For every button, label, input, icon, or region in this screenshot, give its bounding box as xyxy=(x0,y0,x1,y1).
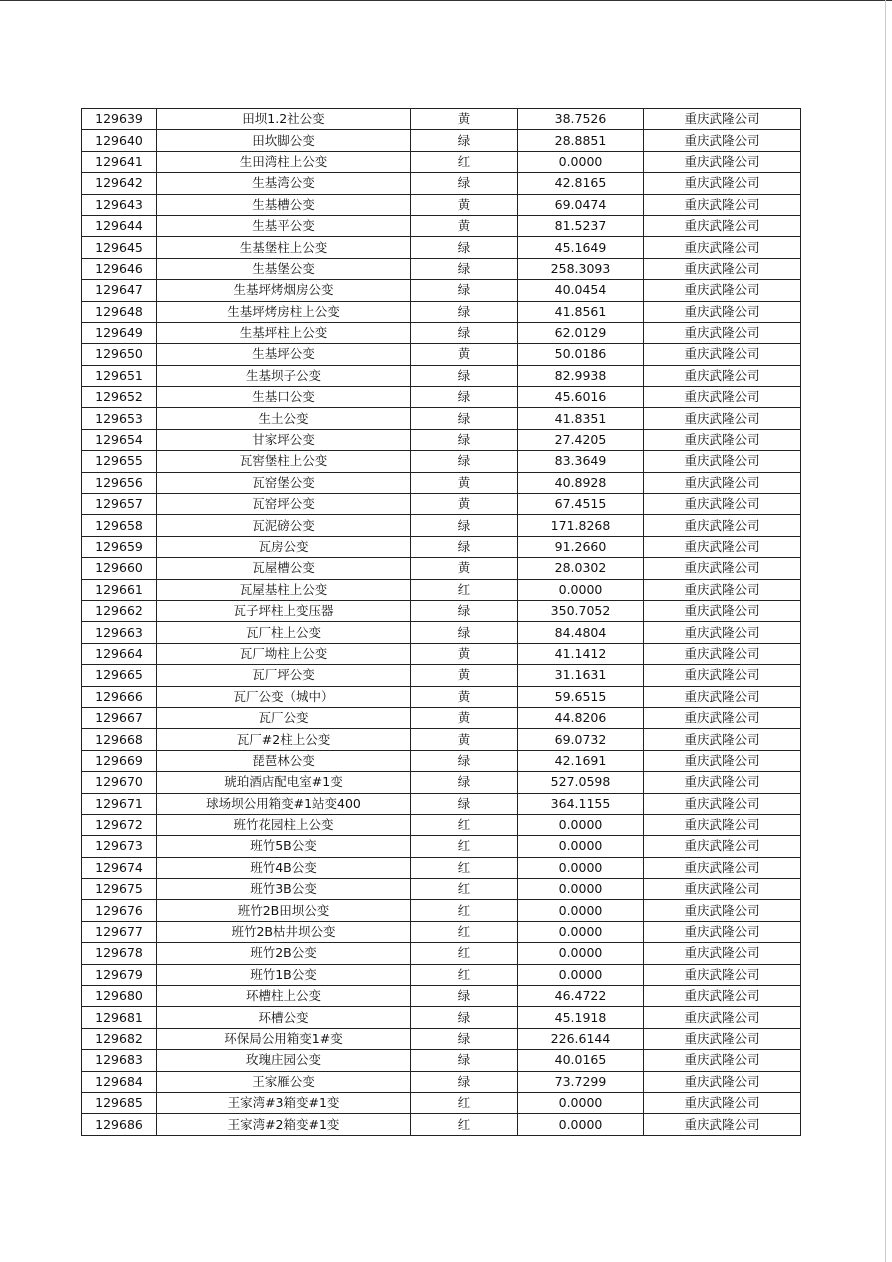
cell-company: 重庆武隆公司 xyxy=(644,536,801,557)
cell-company: 重庆武隆公司 xyxy=(644,600,801,621)
cell-id: 129682 xyxy=(82,1028,157,1049)
cell-id: 129677 xyxy=(82,921,157,942)
cell-id: 129676 xyxy=(82,900,157,921)
cell-name: 生基平公变 xyxy=(157,215,411,236)
cell-name: 瓦窖堡柱上公变 xyxy=(157,451,411,472)
cell-status: 绿 xyxy=(411,1007,518,1028)
table-row xyxy=(82,494,801,515)
cell-status: 黄 xyxy=(411,215,518,236)
cell-company: 重庆武隆公司 xyxy=(644,793,801,814)
cell-company: 重庆武隆公司 xyxy=(644,729,801,750)
cell-name: 生基坪烤烟房公变 xyxy=(157,280,411,301)
cell-value: 62.0129 xyxy=(518,322,644,343)
table-row xyxy=(82,622,801,643)
cell-id: 129642 xyxy=(82,173,157,194)
cell-value: 350.7052 xyxy=(518,600,644,621)
cell-name: 王家雁公变 xyxy=(157,1071,411,1092)
cell-company: 重庆武隆公司 xyxy=(644,408,801,429)
cell-name: 甘家坪公变 xyxy=(157,429,411,450)
cell-id: 129680 xyxy=(82,986,157,1007)
cell-company: 重庆武隆公司 xyxy=(644,836,801,857)
table-row xyxy=(82,387,801,408)
cell-company: 重庆武隆公司 xyxy=(644,750,801,771)
cell-value: 44.8206 xyxy=(518,707,644,728)
cell-name: 瓦厂公变 xyxy=(157,707,411,728)
table-row xyxy=(82,900,801,921)
cell-company: 重庆武隆公司 xyxy=(644,772,801,793)
cell-status: 黄 xyxy=(411,686,518,707)
cell-company: 重庆武隆公司 xyxy=(644,579,801,600)
cell-name: 生基槽公变 xyxy=(157,194,411,215)
cell-value: 91.2660 xyxy=(518,536,644,557)
cell-value: 42.8165 xyxy=(518,173,644,194)
cell-value: 0.0000 xyxy=(518,814,644,835)
cell-company: 重庆武隆公司 xyxy=(644,515,801,536)
table-row xyxy=(82,665,801,686)
table-row xyxy=(82,344,801,365)
cell-id: 129656 xyxy=(82,472,157,493)
cell-value: 0.0000 xyxy=(518,579,644,600)
cell-id: 129657 xyxy=(82,494,157,515)
cell-name: 生基坪公变 xyxy=(157,344,411,365)
cell-company: 重庆武隆公司 xyxy=(644,429,801,450)
cell-id: 129651 xyxy=(82,365,157,386)
cell-id: 129661 xyxy=(82,579,157,600)
cell-value: 67.4515 xyxy=(518,494,644,515)
cell-status: 红 xyxy=(411,814,518,835)
page-right-edge xyxy=(885,0,886,1262)
cell-company: 重庆武隆公司 xyxy=(644,665,801,686)
cell-company: 重庆武隆公司 xyxy=(644,921,801,942)
cell-id: 129675 xyxy=(82,879,157,900)
table-row xyxy=(82,215,801,236)
cell-id: 129649 xyxy=(82,322,157,343)
table-row xyxy=(82,151,801,172)
cell-status: 绿 xyxy=(411,237,518,258)
cell-value: 84.4804 xyxy=(518,622,644,643)
cell-id: 129640 xyxy=(82,130,157,151)
table-row xyxy=(82,301,801,322)
table-row xyxy=(82,429,801,450)
cell-value: 45.1918 xyxy=(518,1007,644,1028)
cell-name: 生基堡公变 xyxy=(157,258,411,279)
cell-id: 129648 xyxy=(82,301,157,322)
cell-name: 班竹花园柱上公变 xyxy=(157,814,411,835)
cell-value: 45.1649 xyxy=(518,237,644,258)
cell-company: 重庆武隆公司 xyxy=(644,986,801,1007)
cell-name: 生田湾柱上公变 xyxy=(157,151,411,172)
cell-status: 红 xyxy=(411,857,518,878)
cell-id: 129650 xyxy=(82,344,157,365)
cell-company: 重庆武隆公司 xyxy=(644,365,801,386)
cell-company: 重庆武隆公司 xyxy=(644,1028,801,1049)
table-row xyxy=(82,365,801,386)
cell-value: 38.7526 xyxy=(518,109,644,130)
cell-name: 生土公变 xyxy=(157,408,411,429)
cell-name: 王家湾#2箱变#1变 xyxy=(157,1114,411,1135)
cell-status: 黄 xyxy=(411,194,518,215)
table-row xyxy=(82,536,801,557)
cell-status: 红 xyxy=(411,964,518,985)
table-row xyxy=(82,1050,801,1071)
cell-status: 黄 xyxy=(411,707,518,728)
cell-id: 129667 xyxy=(82,707,157,728)
table-row xyxy=(82,986,801,1007)
cell-name: 瓦厂坪公变 xyxy=(157,665,411,686)
cell-status: 黄 xyxy=(411,472,518,493)
cell-id: 129685 xyxy=(82,1092,157,1113)
cell-id: 129641 xyxy=(82,151,157,172)
cell-id: 129654 xyxy=(82,429,157,450)
cell-value: 226.6144 xyxy=(518,1028,644,1049)
cell-id: 129671 xyxy=(82,793,157,814)
cell-value: 41.8561 xyxy=(518,301,644,322)
table-row xyxy=(82,258,801,279)
cell-value: 73.7299 xyxy=(518,1071,644,1092)
table-row xyxy=(82,943,801,964)
cell-id: 129653 xyxy=(82,408,157,429)
cell-status: 绿 xyxy=(411,322,518,343)
cell-value: 40.0165 xyxy=(518,1050,644,1071)
cell-status: 黄 xyxy=(411,494,518,515)
cell-id: 129686 xyxy=(82,1114,157,1135)
cell-id: 129646 xyxy=(82,258,157,279)
table-row xyxy=(82,1028,801,1049)
cell-id: 129658 xyxy=(82,515,157,536)
cell-status: 红 xyxy=(411,1114,518,1135)
cell-value: 527.0598 xyxy=(518,772,644,793)
cell-name: 生基坝子公变 xyxy=(157,365,411,386)
cell-company: 重庆武隆公司 xyxy=(644,964,801,985)
transformer-table xyxy=(81,108,801,1136)
cell-company: 重庆武隆公司 xyxy=(644,173,801,194)
table-row xyxy=(82,472,801,493)
table-row xyxy=(82,408,801,429)
cell-company: 重庆武隆公司 xyxy=(644,1050,801,1071)
cell-id: 129678 xyxy=(82,943,157,964)
cell-company: 重庆武隆公司 xyxy=(644,280,801,301)
cell-value: 0.0000 xyxy=(518,836,644,857)
cell-status: 红 xyxy=(411,943,518,964)
table-row xyxy=(82,921,801,942)
table-row xyxy=(82,964,801,985)
cell-value: 364.1155 xyxy=(518,793,644,814)
cell-status: 绿 xyxy=(411,173,518,194)
cell-name: 瓦厂坳柱上公变 xyxy=(157,643,411,664)
cell-company: 重庆武隆公司 xyxy=(644,301,801,322)
table-row xyxy=(82,707,801,728)
cell-id: 129669 xyxy=(82,750,157,771)
cell-name: 环槽柱上公变 xyxy=(157,986,411,1007)
cell-company: 重庆武隆公司 xyxy=(644,943,801,964)
cell-status: 绿 xyxy=(411,600,518,621)
cell-id: 129639 xyxy=(82,109,157,130)
cell-status: 绿 xyxy=(411,793,518,814)
cell-company: 重庆武隆公司 xyxy=(644,237,801,258)
cell-status: 红 xyxy=(411,836,518,857)
cell-company: 重庆武隆公司 xyxy=(644,686,801,707)
cell-value: 59.6515 xyxy=(518,686,644,707)
cell-status: 黄 xyxy=(411,558,518,579)
cell-status: 绿 xyxy=(411,750,518,771)
table-row xyxy=(82,1071,801,1092)
cell-company: 重庆武隆公司 xyxy=(644,1007,801,1028)
table-row xyxy=(82,1092,801,1113)
cell-id: 129668 xyxy=(82,729,157,750)
cell-id: 129670 xyxy=(82,772,157,793)
cell-value: 31.1631 xyxy=(518,665,644,686)
cell-value: 0.0000 xyxy=(518,1092,644,1113)
cell-value: 0.0000 xyxy=(518,964,644,985)
cell-value: 82.9938 xyxy=(518,365,644,386)
cell-company: 重庆武隆公司 xyxy=(644,1092,801,1113)
cell-value: 0.0000 xyxy=(518,151,644,172)
cell-status: 绿 xyxy=(411,451,518,472)
cell-company: 重庆武隆公司 xyxy=(644,879,801,900)
cell-company: 重庆武隆公司 xyxy=(644,900,801,921)
cell-value: 40.0454 xyxy=(518,280,644,301)
cell-company: 重庆武隆公司 xyxy=(644,451,801,472)
cell-value: 258.3093 xyxy=(518,258,644,279)
cell-name: 玫瑰庄园公变 xyxy=(157,1050,411,1071)
cell-name: 生基堡柱上公变 xyxy=(157,237,411,258)
table-row xyxy=(82,643,801,664)
cell-name: 瓦屋基柱上公变 xyxy=(157,579,411,600)
cell-name: 班竹5B公变 xyxy=(157,836,411,857)
table-row xyxy=(82,836,801,857)
cell-status: 绿 xyxy=(411,387,518,408)
cell-id: 129683 xyxy=(82,1050,157,1071)
table-row xyxy=(82,793,801,814)
table-row xyxy=(82,600,801,621)
cell-name: 班竹3B公变 xyxy=(157,879,411,900)
cell-status: 红 xyxy=(411,879,518,900)
cell-name: 瓦房公变 xyxy=(157,536,411,557)
cell-name: 生基坪柱上公变 xyxy=(157,322,411,343)
cell-value: 81.5237 xyxy=(518,215,644,236)
cell-name: 球场坝公用箱变#1站变400 xyxy=(157,793,411,814)
table-row xyxy=(82,857,801,878)
cell-value: 69.0474 xyxy=(518,194,644,215)
page-top-border xyxy=(0,0,892,1)
cell-status: 黄 xyxy=(411,665,518,686)
cell-status: 绿 xyxy=(411,1071,518,1092)
table-row xyxy=(82,173,801,194)
cell-value: 42.1691 xyxy=(518,750,644,771)
cell-status: 黄 xyxy=(411,109,518,130)
cell-company: 重庆武隆公司 xyxy=(644,151,801,172)
cell-status: 绿 xyxy=(411,429,518,450)
cell-id: 129681 xyxy=(82,1007,157,1028)
cell-name: 瓦窑坪公变 xyxy=(157,494,411,515)
cell-name: 生基口公变 xyxy=(157,387,411,408)
table-row xyxy=(82,237,801,258)
cell-status: 绿 xyxy=(411,772,518,793)
table-row xyxy=(82,280,801,301)
cell-company: 重庆武隆公司 xyxy=(644,109,801,130)
cell-status: 红 xyxy=(411,151,518,172)
table-row xyxy=(82,1114,801,1135)
table-row xyxy=(82,814,801,835)
cell-value: 0.0000 xyxy=(518,857,644,878)
cell-company: 重庆武隆公司 xyxy=(644,1071,801,1092)
cell-company: 重庆武隆公司 xyxy=(644,558,801,579)
cell-name: 瓦厂#2柱上公变 xyxy=(157,729,411,750)
cell-name: 琥珀酒店配电室#1变 xyxy=(157,772,411,793)
cell-id: 129664 xyxy=(82,643,157,664)
table-row xyxy=(82,729,801,750)
cell-company: 重庆武隆公司 xyxy=(644,322,801,343)
cell-id: 129673 xyxy=(82,836,157,857)
cell-value: 0.0000 xyxy=(518,900,644,921)
cell-value: 0.0000 xyxy=(518,921,644,942)
cell-status: 红 xyxy=(411,900,518,921)
cell-value: 41.1412 xyxy=(518,643,644,664)
cell-status: 绿 xyxy=(411,408,518,429)
cell-name: 瓦泥磅公变 xyxy=(157,515,411,536)
cell-id: 129644 xyxy=(82,215,157,236)
cell-status: 绿 xyxy=(411,130,518,151)
cell-company: 重庆武隆公司 xyxy=(644,622,801,643)
cell-name: 班竹2B公变 xyxy=(157,943,411,964)
cell-status: 绿 xyxy=(411,536,518,557)
cell-name: 瓦厂公变（城中） xyxy=(157,686,411,707)
cell-status: 红 xyxy=(411,579,518,600)
cell-id: 129652 xyxy=(82,387,157,408)
cell-company: 重庆武隆公司 xyxy=(644,344,801,365)
cell-company: 重庆武隆公司 xyxy=(644,494,801,515)
cell-id: 129647 xyxy=(82,280,157,301)
cell-id: 129665 xyxy=(82,665,157,686)
cell-company: 重庆武隆公司 xyxy=(644,814,801,835)
cell-value: 0.0000 xyxy=(518,1114,644,1135)
cell-id: 129643 xyxy=(82,194,157,215)
cell-company: 重庆武隆公司 xyxy=(644,707,801,728)
cell-status: 黄 xyxy=(411,344,518,365)
table-row xyxy=(82,750,801,771)
cell-value: 28.0302 xyxy=(518,558,644,579)
cell-name: 瓦屋槽公变 xyxy=(157,558,411,579)
cell-value: 41.8351 xyxy=(518,408,644,429)
cell-name: 班竹4B公变 xyxy=(157,857,411,878)
cell-status: 绿 xyxy=(411,258,518,279)
table-row xyxy=(82,515,801,536)
cell-name: 王家湾#3箱变#1变 xyxy=(157,1092,411,1113)
cell-value: 83.3649 xyxy=(518,451,644,472)
cell-value: 50.0186 xyxy=(518,344,644,365)
table-body xyxy=(82,109,801,1136)
table-row xyxy=(82,686,801,707)
cell-company: 重庆武隆公司 xyxy=(644,857,801,878)
cell-company: 重庆武隆公司 xyxy=(644,130,801,151)
cell-id: 129655 xyxy=(82,451,157,472)
cell-value: 46.4722 xyxy=(518,986,644,1007)
cell-status: 绿 xyxy=(411,365,518,386)
cell-name: 班竹1B公变 xyxy=(157,964,411,985)
cell-value: 27.4205 xyxy=(518,429,644,450)
cell-value: 28.8851 xyxy=(518,130,644,151)
table-row xyxy=(82,558,801,579)
cell-id: 129659 xyxy=(82,536,157,557)
cell-name: 环保局公用箱变1#变 xyxy=(157,1028,411,1049)
cell-name: 瓦子坪柱上变压器 xyxy=(157,600,411,621)
cell-status: 绿 xyxy=(411,986,518,1007)
cell-status: 黄 xyxy=(411,729,518,750)
cell-company: 重庆武隆公司 xyxy=(644,387,801,408)
cell-id: 129684 xyxy=(82,1071,157,1092)
cell-name: 琵琶林公变 xyxy=(157,750,411,771)
cell-name: 生基湾公变 xyxy=(157,173,411,194)
cell-id: 129666 xyxy=(82,686,157,707)
cell-status: 绿 xyxy=(411,280,518,301)
cell-id: 129645 xyxy=(82,237,157,258)
table-row xyxy=(82,579,801,600)
table-row xyxy=(82,879,801,900)
cell-name: 环槽公变 xyxy=(157,1007,411,1028)
cell-id: 129672 xyxy=(82,814,157,835)
table-row xyxy=(82,1007,801,1028)
cell-status: 绿 xyxy=(411,622,518,643)
table-row xyxy=(82,451,801,472)
table-row xyxy=(82,322,801,343)
table-row xyxy=(82,109,801,130)
cell-name: 班竹2B枯井坝公变 xyxy=(157,921,411,942)
cell-id: 129663 xyxy=(82,622,157,643)
cell-company: 重庆武隆公司 xyxy=(644,643,801,664)
cell-id: 129674 xyxy=(82,857,157,878)
cell-value: 40.8928 xyxy=(518,472,644,493)
cell-company: 重庆武隆公司 xyxy=(644,215,801,236)
table-row xyxy=(82,772,801,793)
cell-name: 田坎脚公变 xyxy=(157,130,411,151)
cell-status: 红 xyxy=(411,921,518,942)
table-row xyxy=(82,194,801,215)
cell-company: 重庆武隆公司 xyxy=(644,194,801,215)
cell-name: 田坝1.2社公变 xyxy=(157,109,411,130)
cell-value: 171.8268 xyxy=(518,515,644,536)
cell-status: 绿 xyxy=(411,301,518,322)
cell-value: 0.0000 xyxy=(518,879,644,900)
cell-status: 绿 xyxy=(411,1050,518,1071)
cell-value: 0.0000 xyxy=(518,943,644,964)
cell-status: 红 xyxy=(411,1092,518,1113)
cell-company: 重庆武隆公司 xyxy=(644,258,801,279)
cell-name: 瓦厂柱上公变 xyxy=(157,622,411,643)
cell-id: 129662 xyxy=(82,600,157,621)
cell-value: 45.6016 xyxy=(518,387,644,408)
cell-name: 瓦窑堡公变 xyxy=(157,472,411,493)
cell-company: 重庆武隆公司 xyxy=(644,1114,801,1135)
cell-status: 绿 xyxy=(411,515,518,536)
table-row xyxy=(82,130,801,151)
cell-name: 生基坪烤房柱上公变 xyxy=(157,301,411,322)
cell-status: 绿 xyxy=(411,1028,518,1049)
cell-status: 黄 xyxy=(411,643,518,664)
cell-company: 重庆武隆公司 xyxy=(644,472,801,493)
cell-name: 班竹2B田坝公变 xyxy=(157,900,411,921)
cell-id: 129660 xyxy=(82,558,157,579)
cell-id: 129679 xyxy=(82,964,157,985)
cell-value: 69.0732 xyxy=(518,729,644,750)
